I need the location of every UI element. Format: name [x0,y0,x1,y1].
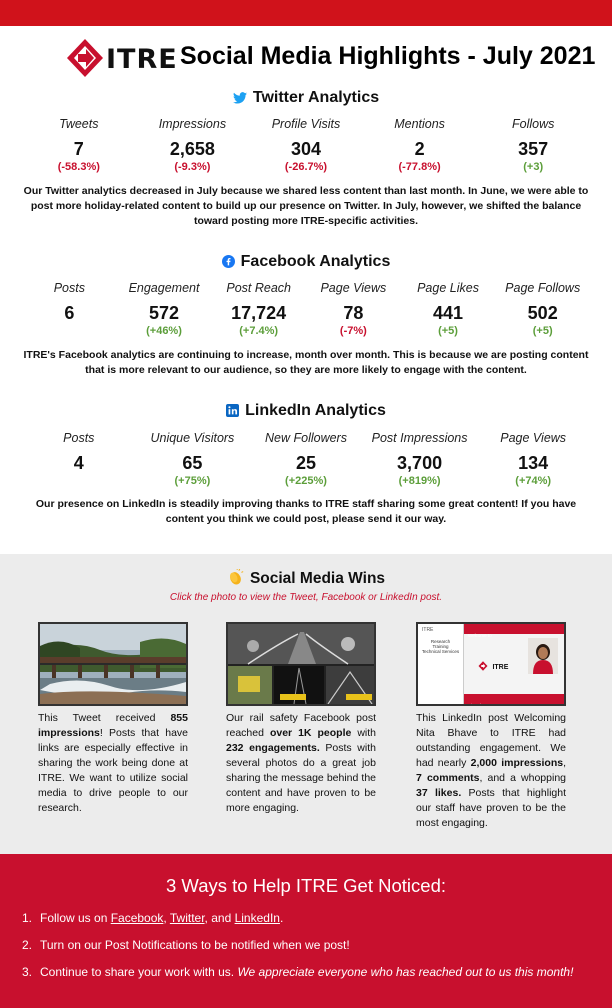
stat-change: (-58.3%) [57,161,100,173]
stat-value: 357 [518,139,549,159]
stat-change: (+819%) [398,475,441,487]
stat-change: (+7.4%) [239,325,279,337]
footer-title: 3 Ways to Help ITRE Get Noticed: [166,875,446,896]
twitter-stat-tweets [22,117,136,175]
text-bold: 2,000 impressions [470,757,564,769]
text-run: This Tweet received [38,712,171,724]
linkedin-icon [226,404,239,417]
linkedin-summary: Our presence on LinkedIn is steadily improving thanks to ITRE staff sharing some great content! If you have content you think we could post, please send it our way. [35,498,577,525]
li-slide-left-panel [418,624,464,704]
stat-label: Page Views [500,431,567,445]
stat-change: (-26.7%) [284,161,328,173]
stat-change: (+46%) [146,325,182,337]
step2-text: Turn on our Post Notifications to be notified when we post! [40,938,350,952]
li-slide-line: Training [432,644,449,649]
text-run: This LinkedIn post Welcoming Nita Bhave to ITRE had outstanding engagement. We had nearly [416,712,566,769]
facebook-stats [22,281,590,339]
linkedin-link[interactable]: LinkedIn [234,911,280,925]
stat-value: 572 [148,303,180,323]
stat-value: 134 [518,453,549,473]
page-header [0,30,612,86]
twitter-title-text: Twitter Analytics [252,89,380,106]
text-run: , and a whopping [479,772,566,784]
li-slide-org: ITRE [422,627,434,633]
stat-label: Tweets [59,117,99,131]
stat-value: 17,724 [231,303,287,323]
li-slide-header: Welcome to [468,633,492,638]
stat-value: 6 [64,303,75,323]
stat-value: 65 [182,453,203,473]
stat-label: Mentions [394,117,445,131]
stat-label: Follows [511,117,555,131]
step-number: 1. [22,911,33,925]
text-run: Posts with several photos do a great job sharing the message behind the content and have proven to be more engaging. [226,742,376,814]
twitter-stat-mentions [363,117,477,175]
twitter-bird-icon [233,92,247,104]
clapping-hands-icon [227,569,244,591]
li-slide-header-bar [464,624,564,638]
step1-prefix: Follow us on [40,911,111,925]
twitter-section-title [0,89,612,107]
linkedin-stat-unique-visitors [136,431,250,489]
stat-change: (+74%) [515,475,552,487]
linkedin-photo-link[interactable] [416,622,566,706]
linkedin-description [416,711,566,831]
twitter-stat-follows [476,117,590,175]
stat-value: 78 [343,303,364,323]
separator: , [163,911,170,925]
itre-arrow-icon [66,38,104,78]
stat-label: Post Impressions [371,431,468,445]
step1-suffix: . [279,911,284,925]
stat-change: (-77.8%) [398,161,441,173]
linkedin-stat-post-impressions [363,431,477,489]
stat-value: 2,658 [169,139,215,159]
facebook-stat-page-views [306,281,401,339]
stat-change: (+225%) [285,475,327,487]
text-bold: 37 likes. [416,787,462,799]
linkedin-stat-posts [22,431,136,489]
text-bold: 7 comments [416,772,480,784]
footer-call-to-action [0,854,612,1008]
text-bold: 855 impressions [38,712,188,739]
linkedin-section-title [0,402,612,420]
text-bold: 232 engagements. [226,742,320,754]
twitter-stats [22,117,590,175]
facebook-stat-posts [22,281,117,339]
facebook-stat-page-follows [495,281,590,339]
stat-change [22,325,117,339]
social-media-wins-section [0,554,612,854]
help-steps-list [22,911,597,992]
facebook-icon [222,255,235,268]
facebook-title-text: Facebook Analytics [240,253,391,270]
stat-value: 441 [433,303,464,323]
stat-label: Engagement [128,281,200,295]
li-slide-footer-name: Nita Bhave [468,703,491,706]
rail-safety-collage [228,624,374,704]
twitter-stat-profile-visits [249,117,363,175]
facebook-stat-engagement [117,281,212,339]
stat-value: 25 [295,453,316,473]
win-card-tweet [38,622,188,816]
li-slide-logo-text: ITRE [492,664,509,671]
linkedin-stat-page-views [476,431,590,489]
text-run: with [351,727,376,739]
stat-value: 304 [290,139,321,159]
stat-label: Posts [63,431,95,445]
stat-value: 4 [73,453,84,473]
li-slide-line: Research [430,639,451,644]
stat-label: Page Views [320,281,387,295]
step-number: 2. [22,938,33,952]
stat-change: (+5) [438,325,458,337]
help-step-2 [22,938,597,965]
itre-logo [66,38,178,80]
win-card-facebook [226,622,376,816]
facebook-photo-link[interactable] [226,622,376,706]
help-step-3 [22,965,597,992]
stat-value: 2 [414,139,425,159]
win-card-linkedin [416,622,566,831]
linkedin-stats [22,431,590,489]
stat-label: Page Follows [505,281,581,295]
stat-value: 7 [73,139,84,159]
top-red-bar [0,0,612,26]
facebook-section-title [0,253,612,271]
stat-label: New Followers [265,431,347,445]
stat-label: Posts [53,281,85,295]
facebook-link[interactable]: Facebook [110,911,164,925]
page-title: Social Media Highlights - July 2021 [180,42,596,70]
li-slide-logo [478,658,508,676]
stat-change: (-7%) [339,325,367,337]
text-bold: over 1K people [269,727,352,739]
stat-change: (-9.3%) [174,161,211,173]
linkedin-stat-new-followers [249,431,363,489]
facebook-description [226,711,376,816]
step3-italic-text: We appreciate everyone who has reached out to us this month! [237,965,574,979]
text-run: ! Posts that have links are especially effective in sharing the work being done at ITRE. We want to utilize social media to drive people to our research. [38,727,188,814]
twitter-summary: Our Twitter analytics decreased in July because we shared less content than last month. In June, we were able to post more holiday-related content to build up our presence on Twitter. In July, however, we shifted the balance toward posting more ITRE-specific activities. [23,185,589,227]
itre-mini-logo-icon [478,661,488,671]
wins-title [0,569,612,591]
wins-title-text: Social Media Wins [249,570,386,587]
text-run: Posts that highlight our staff have proven to be the most engaging. [416,787,567,829]
stat-value: 502 [527,303,558,323]
tweet-photo-link[interactable] [38,622,188,706]
li-slide-line: Technical Services [421,649,460,654]
logo-text: ITRE [106,44,178,75]
wins-subtitle: Click the photo to view the Tweet, Facebook or LinkedIn post. [169,592,443,603]
linkedin-title-text: LinkedIn Analytics [245,402,386,419]
separator: , and [204,911,235,925]
facebook-stat-post-reach [211,281,306,339]
text-run: Our rail safety Facebook post reached [226,712,376,739]
bridge-river-photo [40,624,186,704]
stat-label: Impressions [158,117,227,131]
stat-label: Unique Visitors [150,431,235,445]
stat-label: Post Reach [226,281,291,295]
stat-value: 3,700 [397,453,443,473]
stat-change: (+5) [532,325,553,337]
stat-change: (+75%) [174,475,211,487]
text-run: , [563,757,566,769]
li-slide-footer-bar [464,694,564,704]
facebook-summary: ITRE's Facebook analytics are continuing to increase, month over month. This is because we are posting content that is more relevant to our audience, so they are more likely to engage with the content. [23,349,589,376]
twitter-link[interactable]: Twitter [169,911,205,925]
facebook-stat-page-likes [401,281,496,339]
stat-label: Profile Visits [271,117,341,131]
tweet-description [38,711,188,816]
help-step-1 [22,911,597,938]
stat-change [22,475,136,489]
step-number: 3. [22,965,33,979]
twitter-stat-impressions [136,117,250,175]
headshot-photo [528,638,558,674]
stat-change: (+3) [523,161,544,173]
stat-label: Page Likes [417,281,479,295]
step3-text: Continue to share your work with us. [40,965,238,979]
